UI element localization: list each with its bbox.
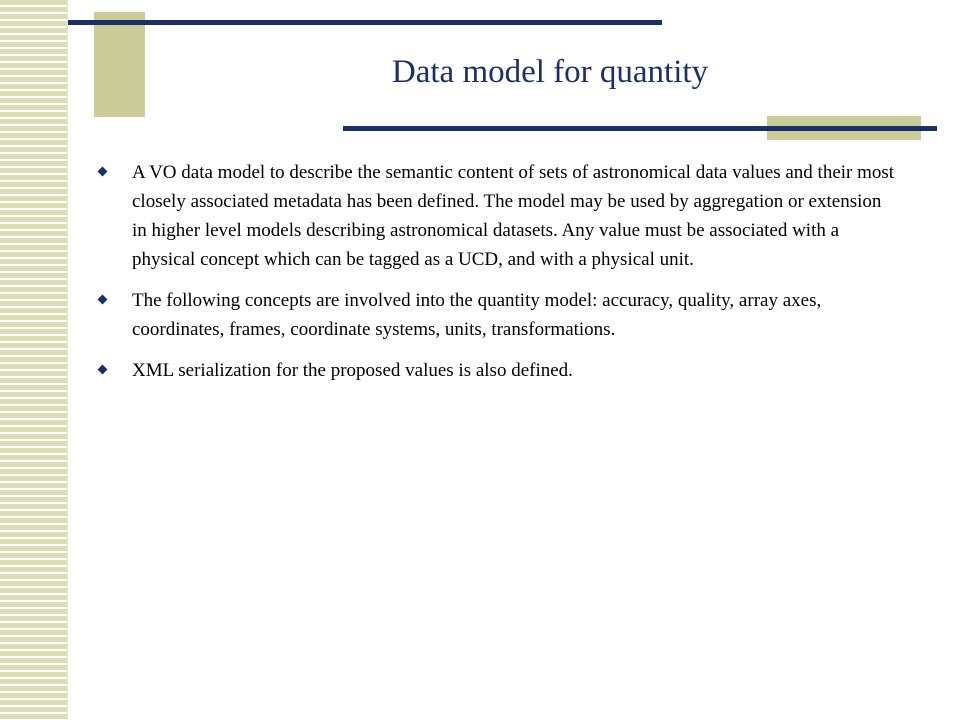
bullet-text: XML serialization for the proposed values is also defined. [132, 360, 573, 381]
diamond-bullet-icon [98, 167, 108, 177]
top-accent-block [94, 12, 145, 117]
left-stripe-decoration [0, 0, 68, 720]
bullet-item [98, 158, 898, 274]
bullet-list [98, 158, 898, 397]
bullet-item [98, 286, 898, 344]
slide-title: Data model for quantity [391, 54, 709, 90]
diamond-bullet-icon [98, 295, 108, 305]
bullet-item [98, 356, 898, 385]
diamond-bullet-icon [98, 365, 108, 375]
title-underline-bar [343, 126, 937, 131]
bullet-text: The following concepts are involved into the quantity model: accuracy, quality, array axes, coordinates, frames, coordinate systems, units, transformations. [132, 290, 822, 340]
bullet-text: A VO data model to describe the semantic content of sets of astronomical data values and their most closely associated metadata has been defined. The model may be used by aggregation or extension in higher level models describing astronomical datasets. Any value must be associated with a physical concept which can be tagged as a UCD, and with a physical unit. [132, 162, 895, 270]
top-accent-bar [68, 20, 662, 25]
